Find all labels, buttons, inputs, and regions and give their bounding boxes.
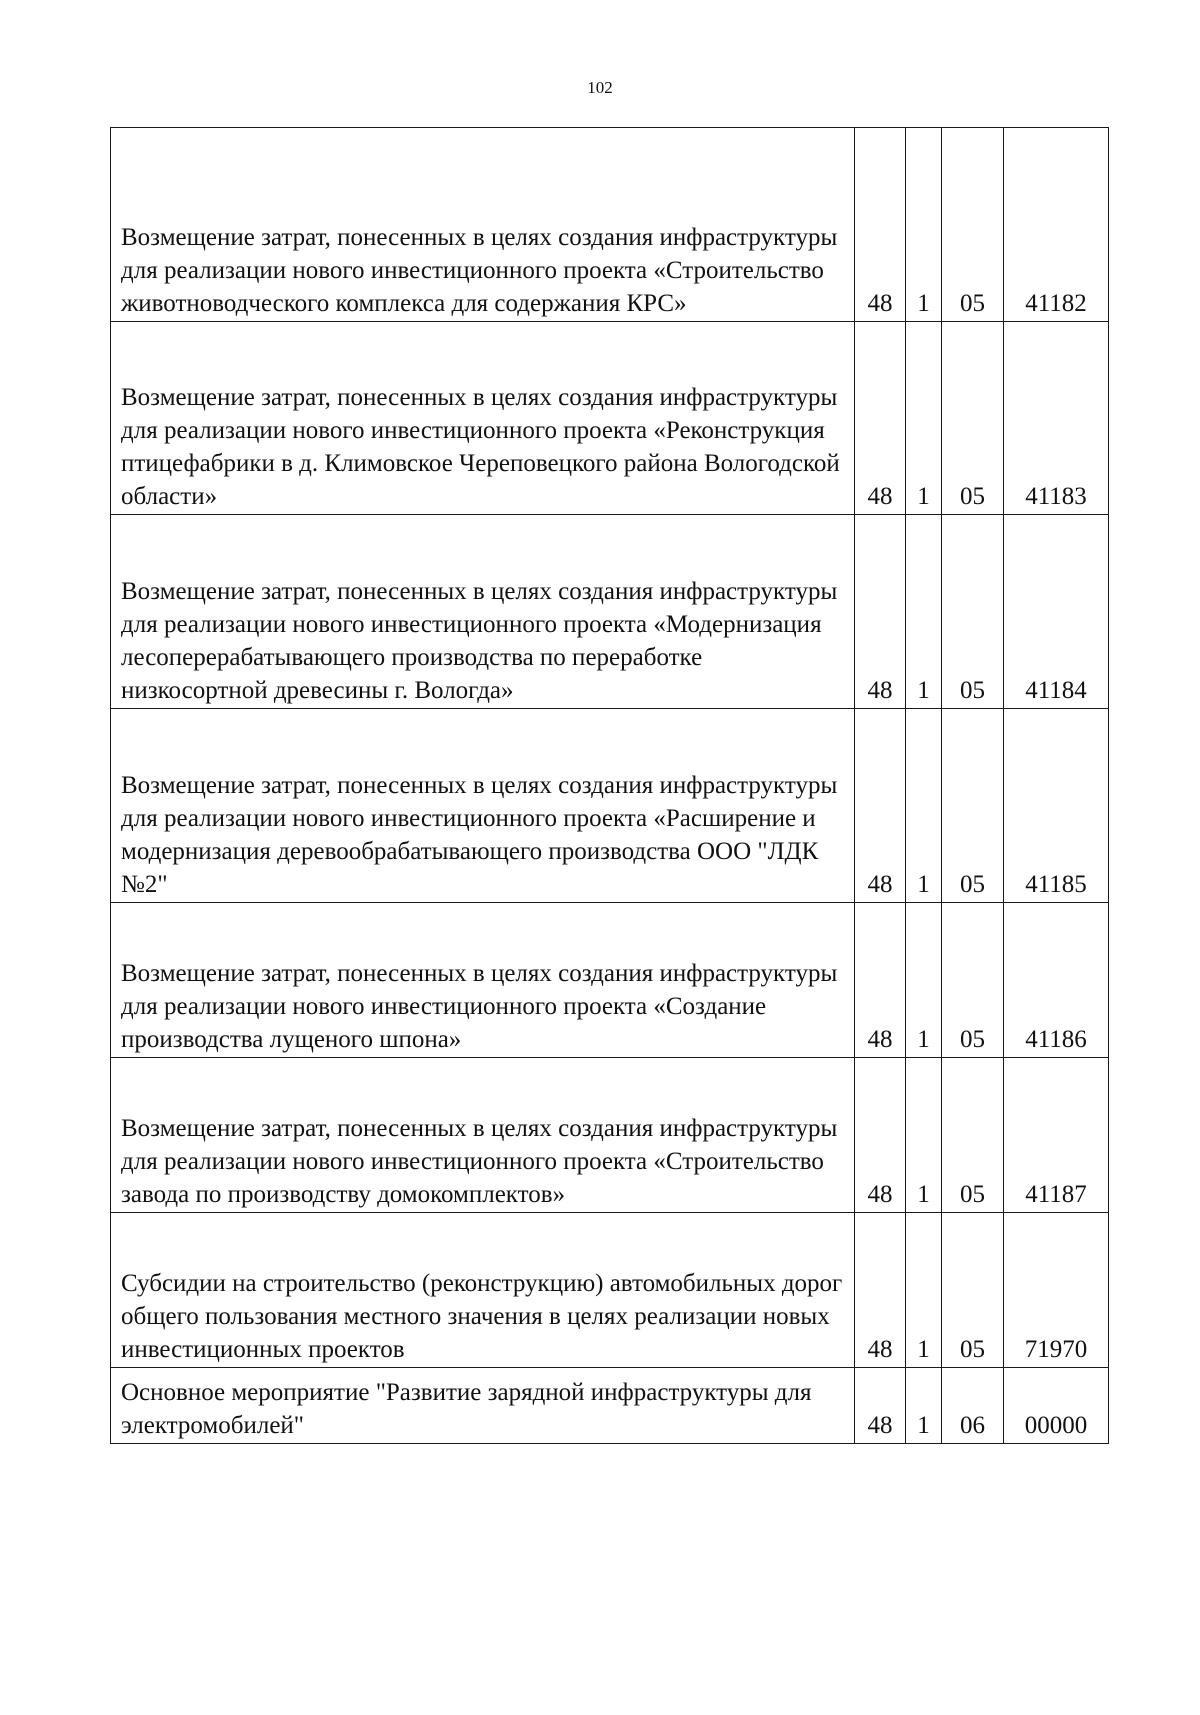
row-code-2: 1: [906, 1368, 942, 1444]
row-code-4: 71970: [1004, 1213, 1109, 1368]
row-code-1: 48: [855, 515, 906, 709]
row-code-3: 05: [942, 322, 1004, 515]
row-code-2: 1: [906, 903, 942, 1058]
row-code-4: 41186: [1004, 903, 1109, 1058]
row-code-4: 41184: [1004, 515, 1109, 709]
row-code-1: 48: [855, 322, 906, 515]
row-code-4: 41183: [1004, 322, 1109, 515]
row-code-2: 1: [906, 1058, 942, 1213]
row-code-3: 05: [942, 1213, 1004, 1368]
row-code-1: 48: [855, 1213, 906, 1368]
row-description: Субсидии на строительство (реконструкцию) автомобильных дорог общего пользования местного значения в целях реализации новых инвестиционных проектов: [111, 1213, 855, 1368]
table-row: [111, 322, 1109, 515]
row-code-2: 1: [906, 515, 942, 709]
row-description: Возмещение затрат, понесенных в целях создания инфраструктуры для реализации нового инвестиционного проекта «Реконструкция птицефабрики в д. Климовское Череповецкого района Вологодской области»: [111, 322, 855, 515]
row-code-4: 00000: [1004, 1368, 1109, 1444]
row-description: Возмещение затрат, понесенных в целях создания инфраструктуры для реализации нового инвестиционного проекта «Расширение и модернизация деревообрабатывающего производства ООО "ЛДК №2": [111, 709, 855, 903]
row-description: Основное мероприятие "Развитие зарядной инфраструктуры для электромобилей": [111, 1368, 855, 1444]
row-description: Возмещение затрат, понесенных в целях создания инфраструктуры для реализации нового инвестиционного проекта «Создание производства лущеного шпона»: [111, 903, 855, 1058]
table-row: [111, 1368, 1109, 1444]
row-description: Возмещение затрат, понесенных в целях создания инфраструктуры для реализации нового инвестиционного проекта «Модернизация лесоперерабатывающего производства по переработке низкосортной древесины г. Вологда»: [111, 515, 855, 709]
table-row: [111, 709, 1109, 903]
row-code-2: 1: [906, 322, 942, 515]
row-code-1: 48: [855, 128, 906, 322]
row-code-4: 41187: [1004, 1058, 1109, 1213]
row-code-2: 1: [906, 1213, 942, 1368]
row-code-3: 05: [942, 1058, 1004, 1213]
row-code-2: 1: [906, 709, 942, 903]
page-number: 102: [587, 78, 613, 97]
table-row: [111, 903, 1109, 1058]
row-code-4: 41182: [1004, 128, 1109, 322]
row-code-1: 48: [855, 709, 906, 903]
row-description: Возмещение затрат, понесенных в целях создания инфраструктуры для реализации нового инвестиционного проекта «Строительство животноводческого комплекса для содержания КРС»: [111, 128, 855, 322]
row-code-3: 05: [942, 515, 1004, 709]
table-row: [111, 128, 1109, 322]
budget-table: [110, 127, 1109, 1444]
table-row: [111, 1213, 1109, 1368]
row-code-3: 06: [942, 1368, 1004, 1444]
table-row: [111, 1058, 1109, 1213]
row-code-3: 05: [942, 128, 1004, 322]
row-code-1: 48: [855, 1368, 906, 1444]
row-description: Возмещение затрат, понесенных в целях создания инфраструктуры для реализации нового инвестиционного проекта «Строительство завода по производству домокомплектов»: [111, 1058, 855, 1213]
row-code-3: 05: [942, 709, 1004, 903]
row-code-2: 1: [906, 128, 942, 322]
row-code-4: 41185: [1004, 709, 1109, 903]
table-row: [111, 515, 1109, 709]
row-code-3: 05: [942, 903, 1004, 1058]
row-code-1: 48: [855, 1058, 906, 1213]
row-code-1: 48: [855, 903, 906, 1058]
